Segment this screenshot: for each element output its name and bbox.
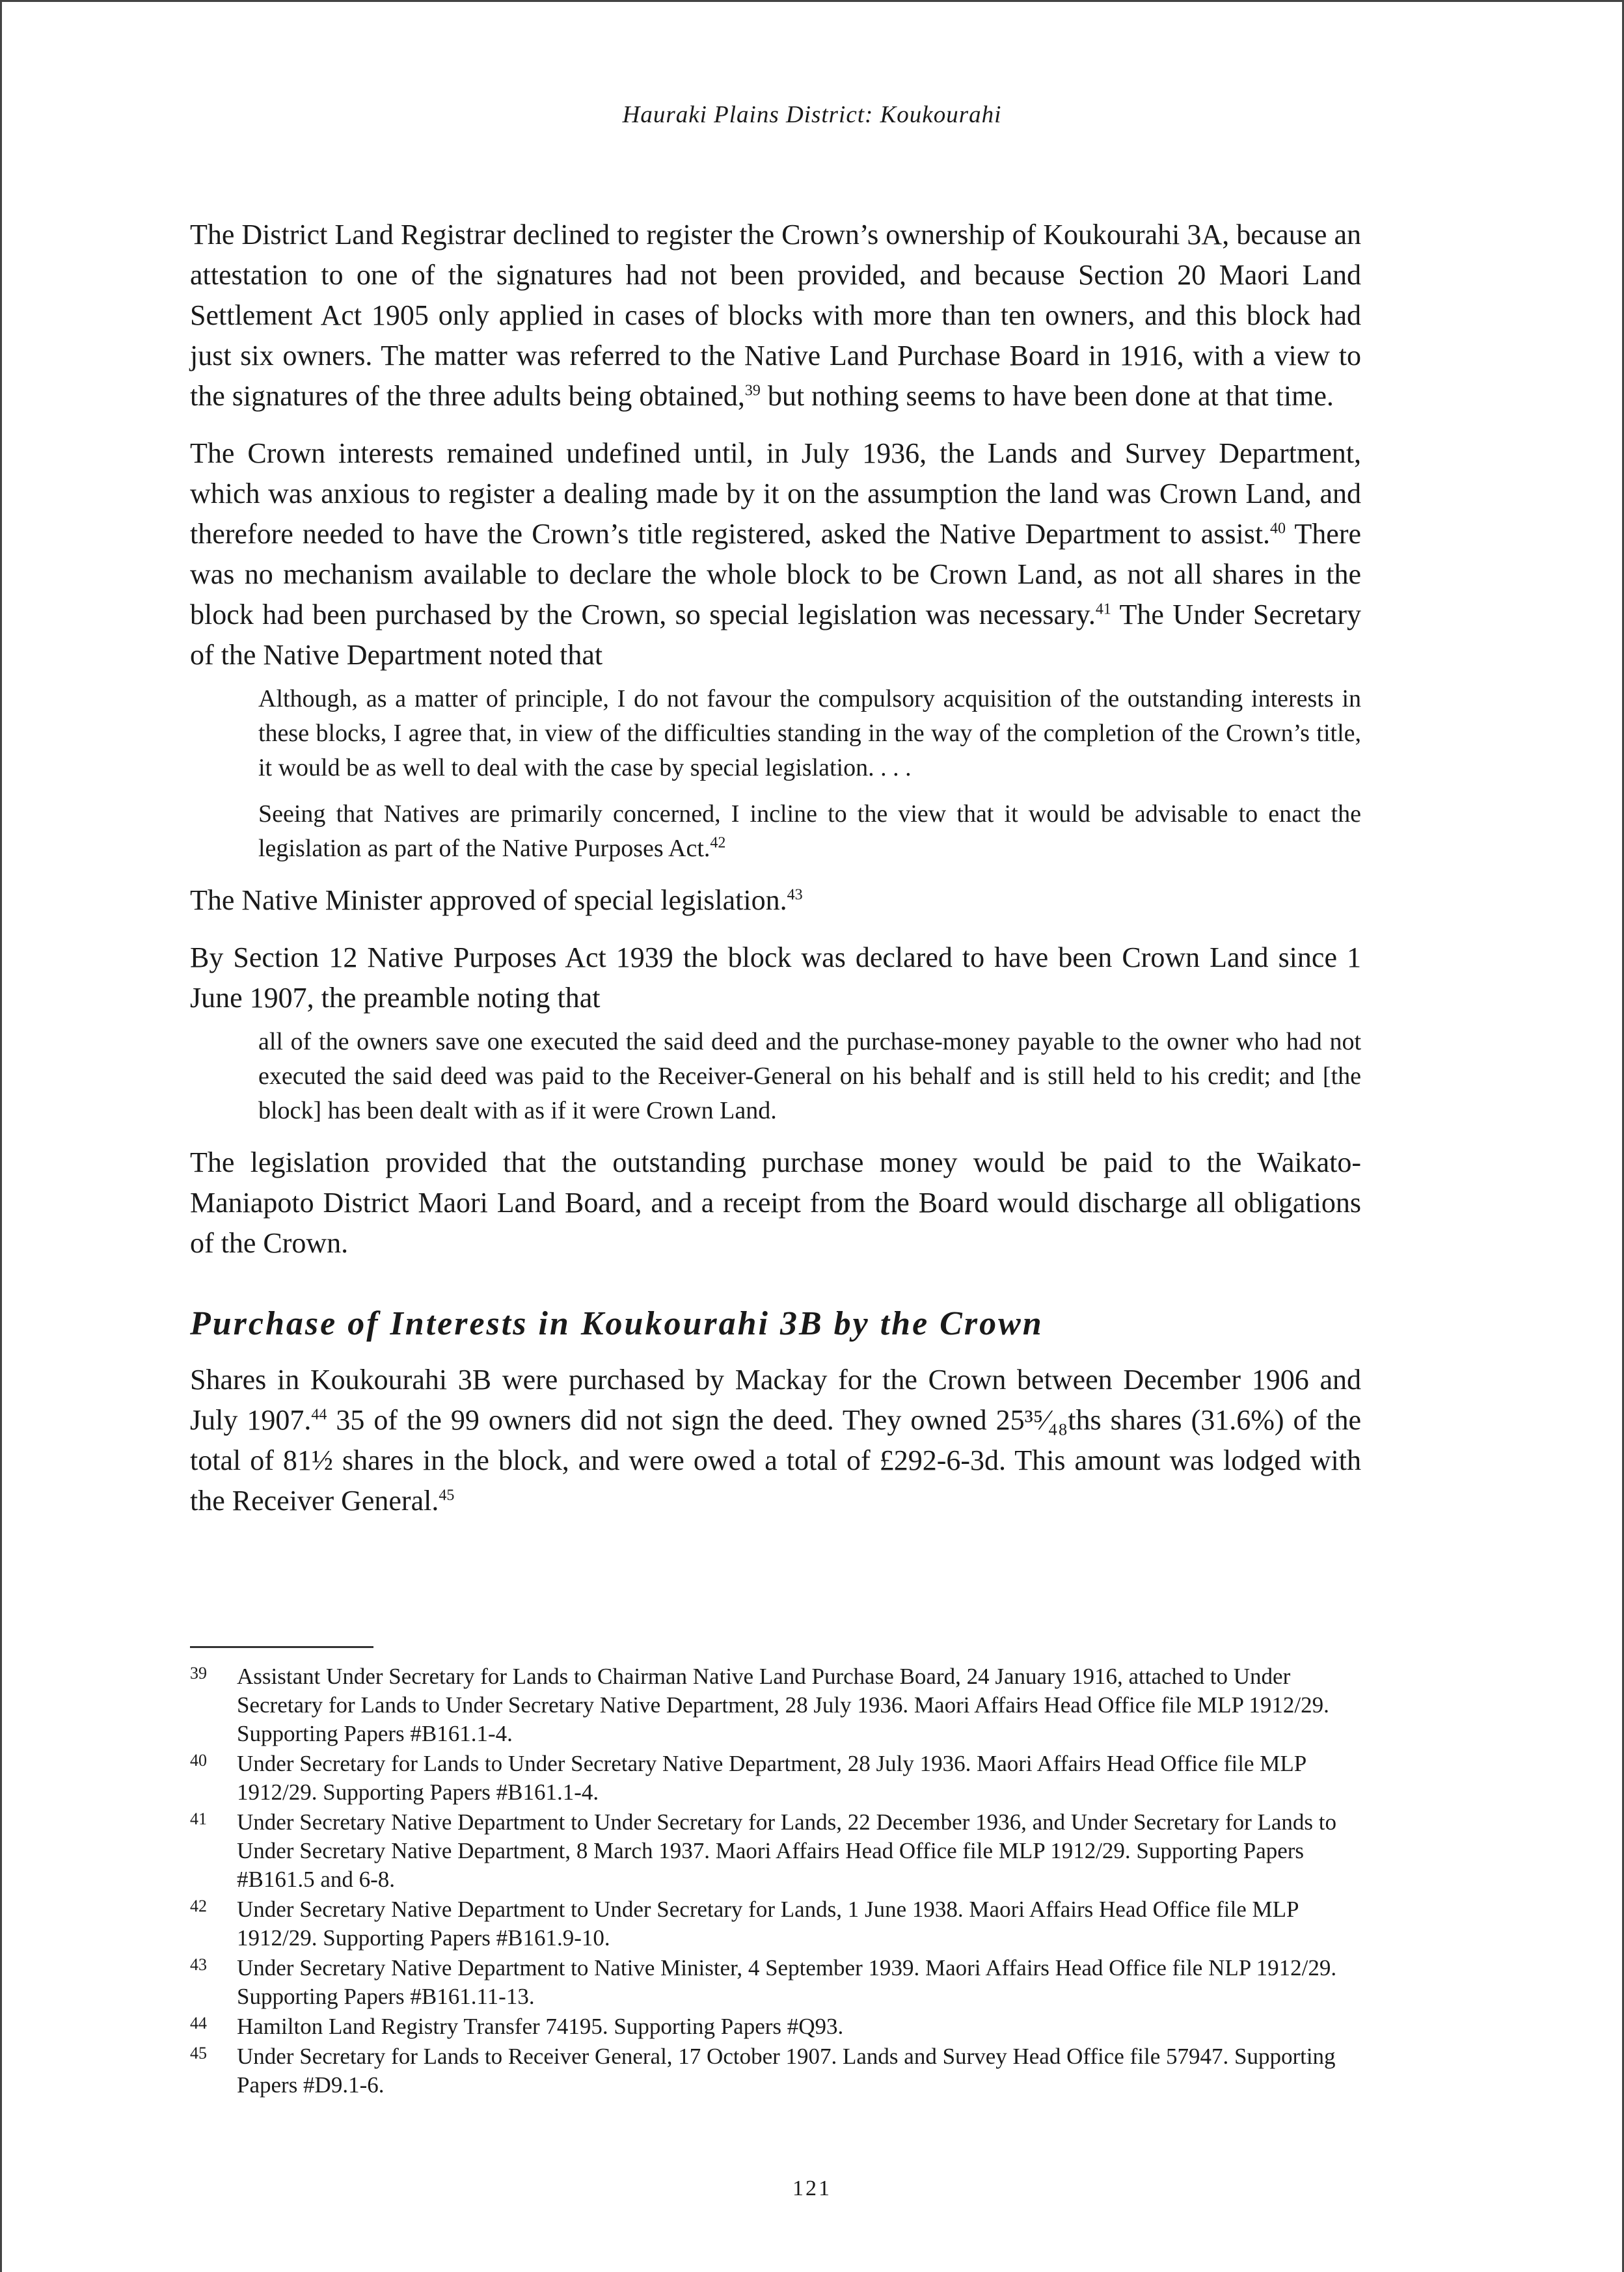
footnote-ref: 40 [1270,520,1286,537]
footnote-ref: 42 [710,834,726,852]
footnote [190,2012,1368,2041]
footnote [190,1954,1368,2011]
page-number: 121 [792,2176,832,2200]
paragraph-minister: The Native Minister approved of special legislation.$^{43}$ [190,884,803,916]
paragraph-shares-3b: Shares in Koukourahi 3B were purchased by Mackay for the Crown between December 1906 and July 1907.44 35 of the 99 owners did not sign the deed. They owned 25³⁵⁄₄₈ths shares (31.6%) of the total of 81½ shares in the block, and were owed a total of £292-6-3d. This amount was lodged with the Receiver General.$^{45}$ [190,1364,1361,1517]
section-heading: Purchase of Interests in Koukourahi 3B by the Crown [190,1305,1044,1342]
running-header: Hauraki Plains District: Koukourahi [622,101,1002,128]
footnote-text: Under Secretary for Lands to Receiver General, 17 October 1907. Lands and Survey Head Office file 57947. Supporting Papers #D9.1-6. [237,2044,1336,2098]
footnote-text: Hamilton Land Registry Transfer 74195. Supporting Papers #Q93. [237,2014,844,2039]
footnote [190,1750,1368,1807]
footnote [190,2042,1368,2100]
footnote [190,1808,1368,1894]
body-text [190,215,1361,1538]
page-border-left [0,0,2,2272]
footnote-number: 44 [190,2014,207,2033]
footnote-text: Under Secretary Native Department to Native Minister, 4 September 1939. Maori Affairs Head Office file NLP 1912/29. Supporting Papers #B161.11-13. [237,1955,1337,2009]
footnote-text: Assistant Under Secretary for Lands to Chairman Native Land Purchase Board, 24 January 1916, attached to Under Secretary for Lands to Under Secretary Native Department, 28 July 1936. Maori Affairs Head Office file MLP 1912/29. Supporting Papers #B161.1-4. [237,1664,1329,1746]
footnotes [190,1662,1368,2101]
footnote-ref: 39 [744,382,761,399]
page-border-top [0,0,1624,2]
footnote-number: 45 [190,2044,207,2062]
footnote-number: 40 [190,1751,207,1770]
footnote-text: Under Secretary Native Department to Under Secretary for Lands, 1 June 1938. Maori Affairs Head Office file MLP 1912/29. Supporting Papers #B161.9-10. [237,1897,1299,1951]
footnote-ref: 45 [439,1487,455,1504]
block-quote-3: all of the owners save one executed the said deed and the purchase-money payable to the owner who had not executed the said deed was paid to the Receiver-General on his behalf and is still held to his credit; and [the block] has been dealt with as if it were Crown Land. [258,1028,1361,1124]
footnote [190,1662,1368,1748]
paragraph-section-12: By Section 12 Native Purposes Act 1939 the block was declared to have been Crown Land since 1 June 1907, the preamble noting that [190,941,1361,1014]
footnote-text: Under Secretary for Lands to Under Secretary Native Department, 28 July 1936. Maori Affairs Head Office file MLP 1912/29. Supporting Papers #B161.1-4. [237,1751,1306,1805]
footnote-separator [190,1646,373,1648]
block-quote-1: Although, as a matter of principle, I do not favour the compulsory acquisition of the outstanding interests in these blocks, I agree that, in view of the difficulties standing in the way of the completion of the Crown’s title, it would be as well to deal with the case by special legislation. . . . [258,685,1361,781]
footnote-ref: 44 [311,1406,327,1424]
footnote-ref: 41 [1095,601,1111,618]
block-quote-2: Seeing that Natives are primarily concerned, I incline to the view that it would be advisable to enact the legislation as part of the Native Purposes Act.$^{42}$ [258,800,1361,862]
footnote-number: 42 [190,1897,207,1915]
footnote-number: 43 [190,1955,207,1974]
footnote-number: 39 [190,1664,207,1683]
paragraph-registrar: The District Land Registrar declined to register the Crown’s ownership of Koukourahi 3A, because an attestation to one of the signatures had not been provided, and because Section 20 Maori Land Settlement Act 1905 only applied in cases of blocks with more than ten owners, and this block had just six owners. The matter was referred to the Native Land Purchase Board in 1916, with a view to the signatures of the three adults being obtained,$^{39}$ but nothing seems to have been done at that time. [190,219,1361,412]
footnote-text: Under Secretary Native Department to Under Secretary for Lands, 22 December 1936, and Under Secretary for Lands to Under Secretary Native Department, 8 March 1937. Maori Affairs Head Office file MLP 1912/29. Supporting Papers #B161.5 and 6-8. [237,1809,1337,1892]
paragraph-crown-interests: The Crown interests remained undefined until, in July 1936, the Lands and Survey Department, which was anxious to register a dealing made by it on the assumption the land was Crown Land, and therefore needed to have the Crown’s title registered, asked the Native Department to assist.$^{40}$ There was no mechanism available to declare the whole block to be Crown Land, as not all shares in the block had been purchased by the Crown, so special legislation was necessary.$^{41}$ The Under Secretary of the Native Department noted that [190,437,1362,671]
footnote-number: 41 [190,1809,207,1828]
footnote [190,1895,1368,1953]
footnote-ref: 43 [787,886,803,904]
paragraph-legislation: The legislation provided that the outstanding purchase money would be paid to the Waikato-Maniapoto District Maori Land Board, and a receipt from the Board would discharge all obligations of the Crown. [190,1146,1361,1259]
